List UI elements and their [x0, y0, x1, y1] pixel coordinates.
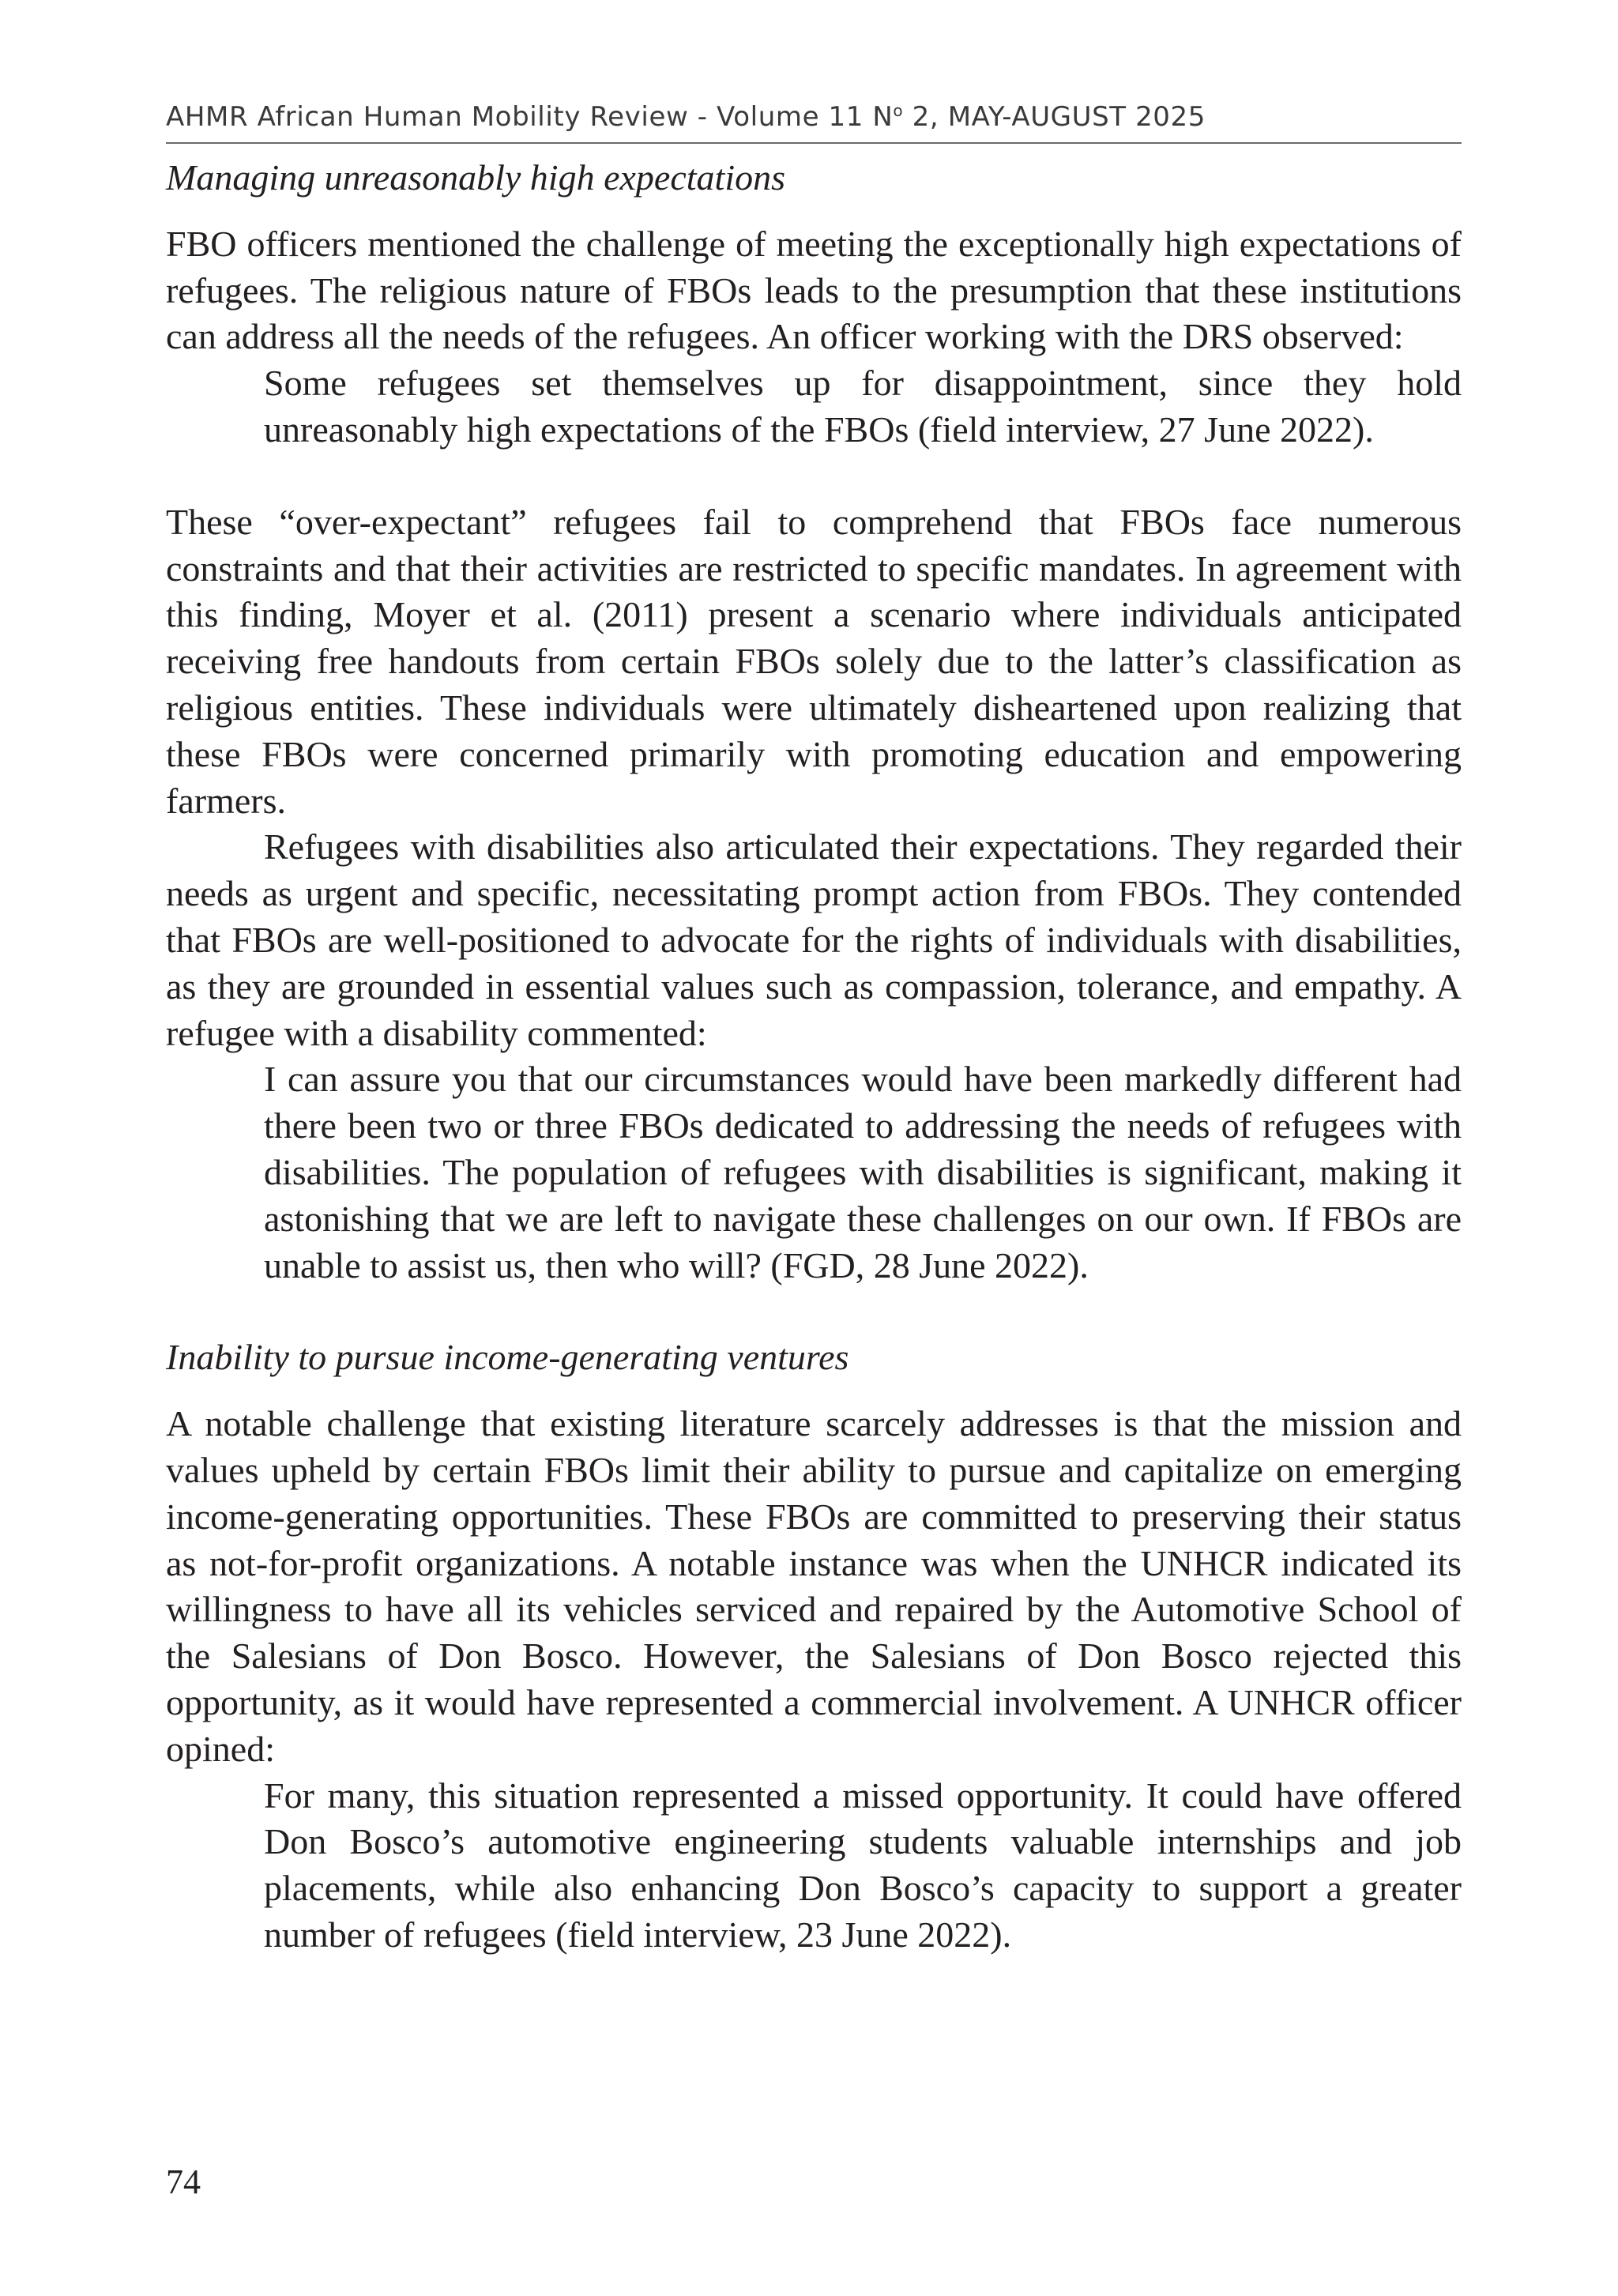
number-superscript: o [893, 101, 904, 120]
block-quote-drs-officer: Some refugees set themselves up for disappointment, since they hold unreasonably high expectations of the FBOs (field interview, 27 June 2022). [264, 363, 1462, 450]
journal-title: AHMR African Human Mobility Review - Volume 11 N [166, 101, 894, 133]
paragraph-income-ventures: A notable challenge that existing literature scarcely addresses is that the mission and values upheld by certain FBOs limit their ability to pursue and capitalize on emerging income-generating opportunities. These FBOs are committed to preserving their status as not-for-profit organizations. A notable instance was when the UNHCR indicated its willingness to have all its vehicles serviced and repaired by the Automotive School of the Salesians of Don Bosco. However, the Salesians of Don Bosco rejected this opportunity, as it would have represented a commercial involvement. A UNHCR officer opined: [166, 1403, 1462, 1769]
paragraph-fbo-officers: FBO officers mentioned the challenge of meeting the exceptionally high expectations of refugees. The religious nature of FBOs leads to the presumption that these institutions can address all the needs of the refugees. An officer working with the DRS observed: [166, 223, 1462, 357]
running-header [166, 101, 1462, 144]
block-quote-refugee-disability: I can assure you that our circumstances would have been markedly different had there been two or three FBOs dedicated to addressing the needs of refugees with disabilities. The population of refugees with disabilities is significant, making it astonishing that we are left to navigate these challenges on our own. If FBOs are unable to assist us, then who will? (FGD, 28 June 2022). [264, 1059, 1462, 1285]
journal-page [166, 0, 1462, 2296]
article-body [166, 155, 1462, 1959]
page-number: 74 [166, 2162, 201, 2201]
section-heading-income: Inability to pursue income-generating ventures [166, 1337, 849, 1378]
issue-info: 2, MAY-AUGUST 2025 [903, 101, 1206, 133]
block-quote-unhcr-officer: For many, this situation represented a missed opportunity. It could have offered Don Bosco’s automotive engineering students valuable internships and job placements, while also enhancing Don Bosco’s capacity to support a greater number of refugees (field interview, 23 June 2022). [264, 1775, 1462, 1955]
paragraph-over-expectant: These “over-expectant” refugees fail to comprehend that FBOs face numerous constraints and that their activities are restricted to specific mandates. In agreement with this finding, Moyer et al. (2011) present a scenario where individuals anticipated receiving free handouts from certain FBOs solely due to the latter’s classification as religious entities. These individuals were ultimately disheartened upon realizing that these FBOs were concerned primarily with promoting education and empowering farmers. [166, 501, 1462, 821]
paragraph-disabilities: Refugees with disabilities also articulated their expectations. They regarded their needs as urgent and specific, necessitating prompt action from FBOs. They contended that FBOs are well-positioned to advocate for the rights of individuals with disabilities, as they are grounded in essential values such as compassion, tolerance, and empathy. A refugee with a disability commented: [166, 826, 1462, 1053]
section-heading-expectations: Managing unreasonably high expectations [166, 157, 785, 198]
